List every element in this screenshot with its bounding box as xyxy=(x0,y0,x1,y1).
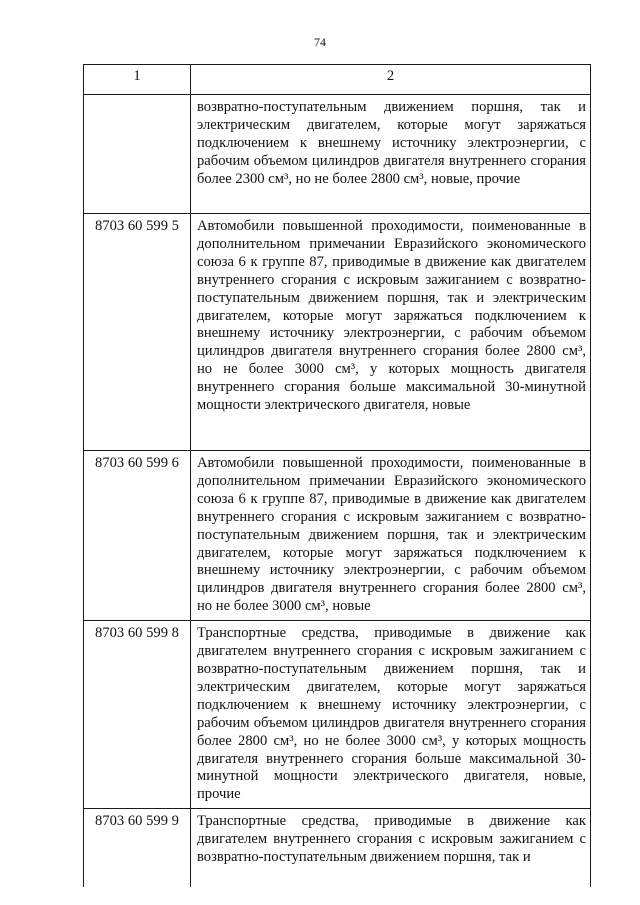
tariff-code-cell: 8703 60 599 9 xyxy=(84,809,191,888)
table-row xyxy=(84,451,591,621)
column-header-description: 2 xyxy=(191,65,591,95)
tariff-code-cell: 8703 60 599 5 xyxy=(84,214,191,451)
description-cell: возвратно-поступательным движением поршня, так и электрическим двигателем, которые могут заряжаться подключением к внешнему источнику электроэнергии, с рабочим объемом цилиндров двигателя внутреннего сгорания более 2300 см³, но не более 2800 см³, новые, прочие xyxy=(191,95,591,214)
column-header-code: 1 xyxy=(84,65,191,95)
description-cell: Транспортные средства, приводимые в движение как двигателем внутреннего сгорания с искровым зажиганием с возвратно-поступательным движением поршня, так и электрическим двигателем, которые могут заряжаться подключением к внешнему источнику электроэнергии, с рабочим объемом цилиндров двигателя внутреннего сгорания более 2800 см³, но не более 3000 см³, у которых мощность двигателя внутреннего сгорания больше максимальной 30-минутной мощности электрического двигателя, новые, прочие xyxy=(191,621,591,809)
description-cell: Автомобили повышенной проходимости, поименованные в дополнительном примечании Евразийского экономического союза 6 к группе 87, приводимые в движение как двигателем внутреннего сгорания с искровым зажиганием с возвратно-поступательным движением поршня, так и электрическим двигателем, которые могут заряжаться подключением к внешнему источнику электроэнергии, с рабочим объемом цилиндров двигателя внутреннего сгорания более 2800 см³, но не более 3000 см³, новые xyxy=(191,451,591,621)
page-number: 74 xyxy=(314,35,326,49)
table-row xyxy=(84,621,591,809)
tariff-code-cell xyxy=(84,95,191,214)
table-row xyxy=(84,214,591,451)
tariff-code-cell: 8703 60 599 8 xyxy=(84,621,191,809)
table-header-row xyxy=(84,65,591,95)
table-row xyxy=(84,809,591,888)
tariff-code-cell: 8703 60 599 6 xyxy=(84,451,191,621)
table-row xyxy=(84,95,591,214)
description-cell: Транспортные средства, приводимые в движение как двигателем внутреннего сгорания с искровым зажиганием с возвратно-поступательным движением поршня, так и xyxy=(191,809,591,888)
tariff-code-table xyxy=(83,64,591,887)
description-cell: Автомобили повышенной проходимости, поименованные в дополнительном примечании Евразийского экономического союза 6 к группе 87, приводимые в движение как двигателем внутреннего сгорания с искровым зажиганием с возвратно-поступательным движением поршня, так и электрическим двигателем, которые могут заряжаться подключением к внешнему источнику электроэнергии, с рабочим объемом цилиндров двигателя внутреннего сгорания более 2800 см³, но не более 3000 см³, у которых мощность двигателя внутреннего сгорания больше максимальной 30-минутной мощности электрического двигателя, новые xyxy=(191,214,591,451)
